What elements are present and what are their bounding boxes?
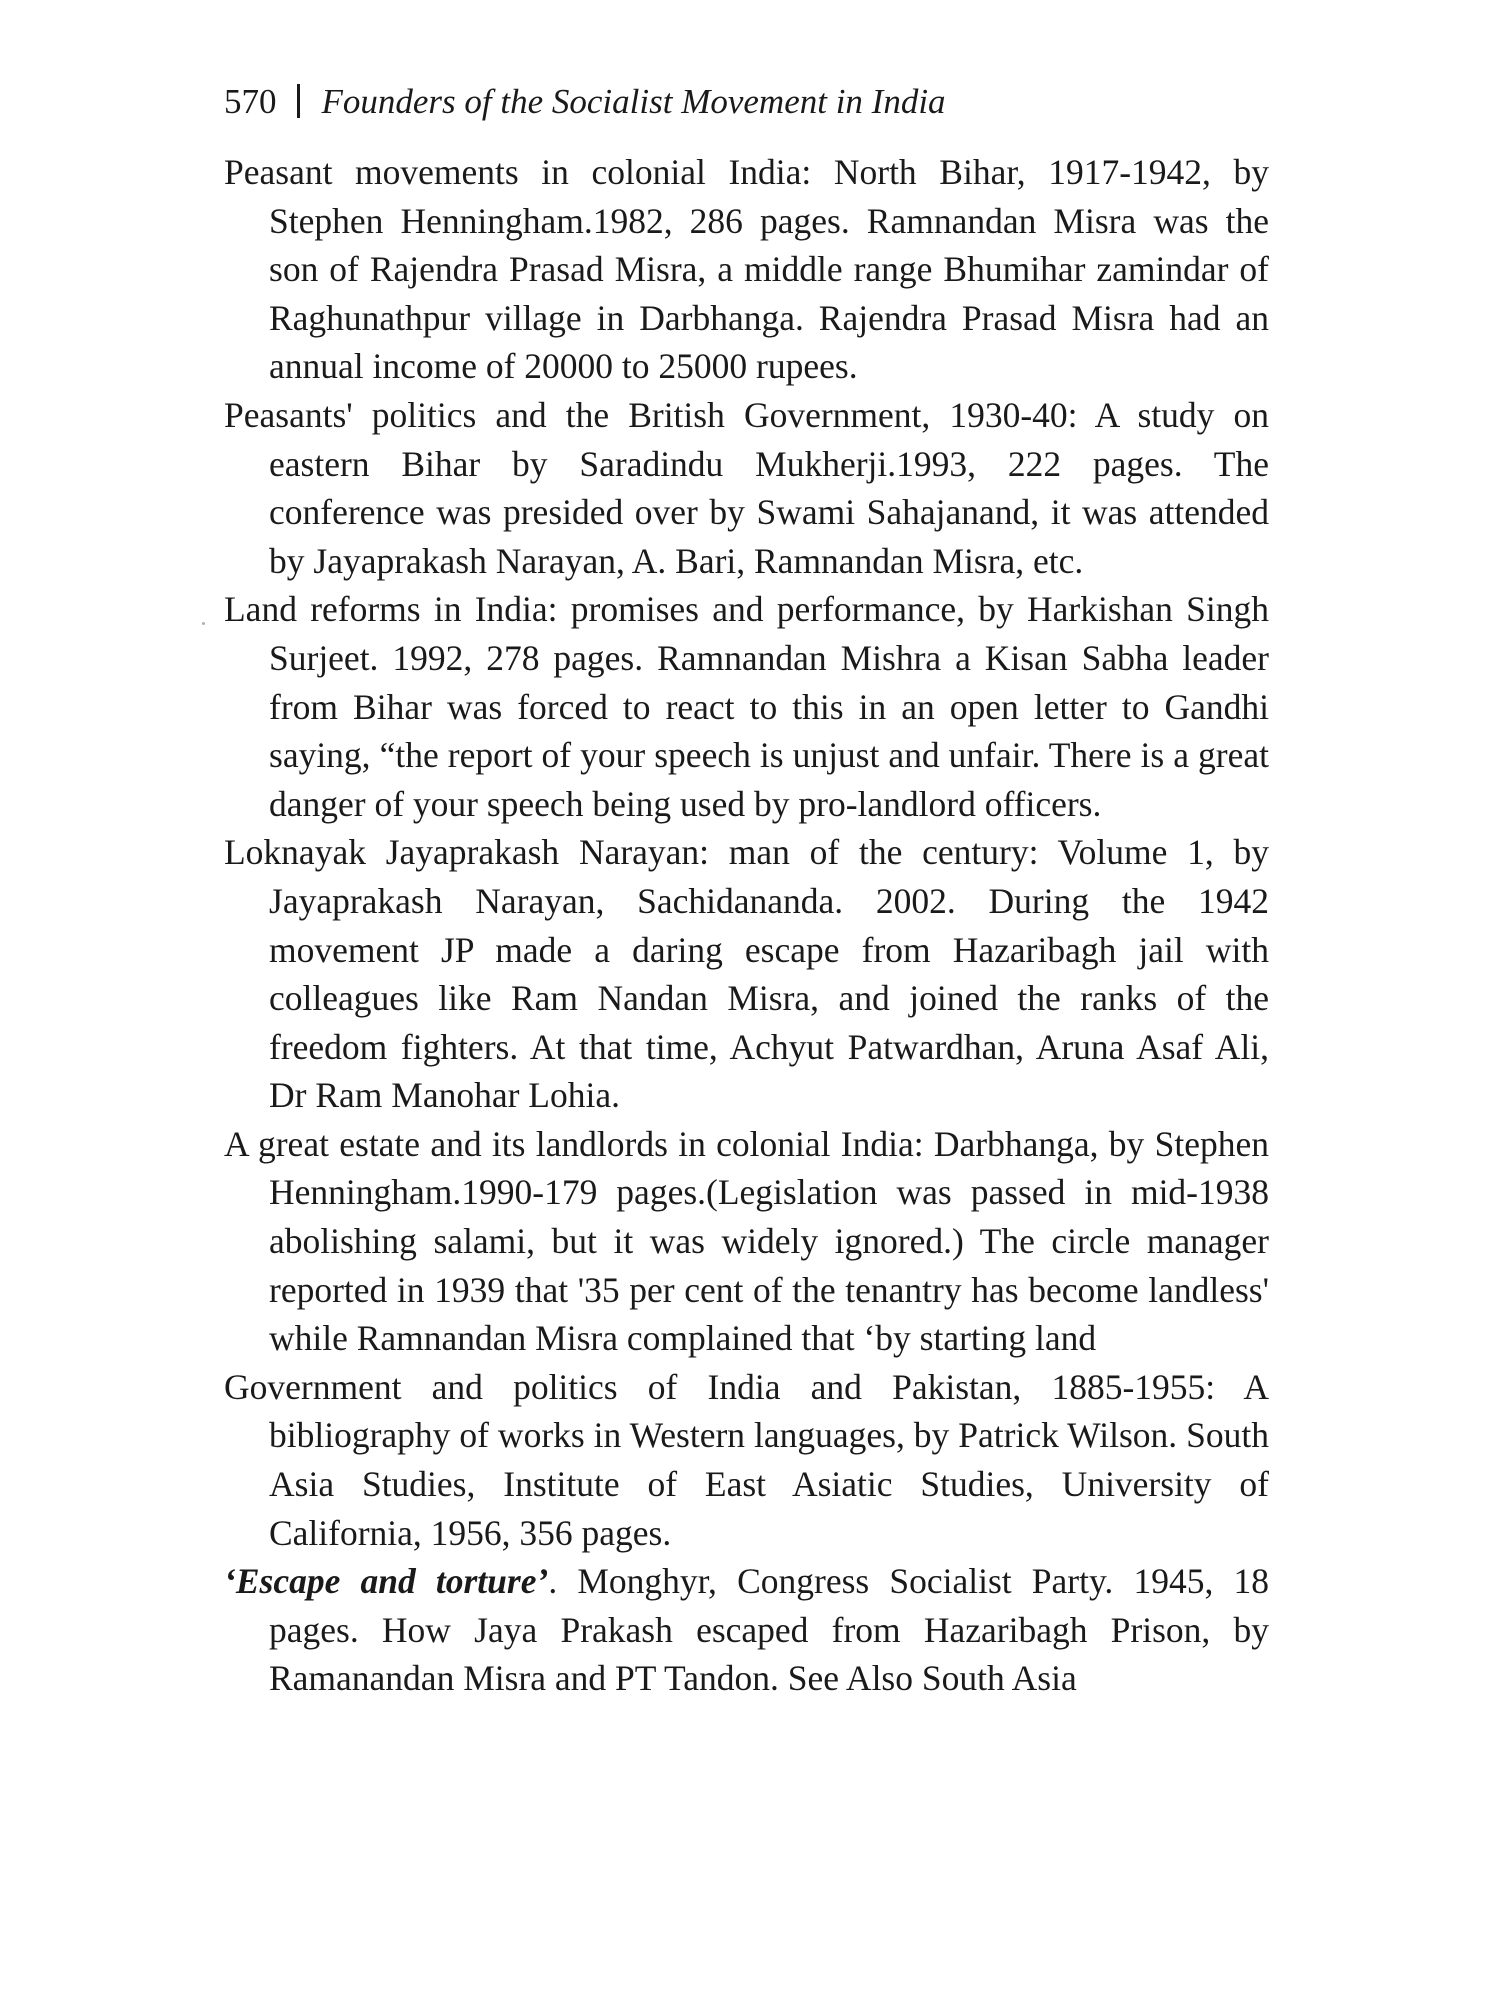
bibliography-entry <box>224 148 1269 391</box>
page-number: 570 <box>224 82 277 121</box>
bibliography-entry <box>224 1363 1269 1557</box>
bibliography-entry <box>224 828 1269 1120</box>
header-separator <box>297 84 300 118</box>
entry-text: Government and politics of India and Pakistan, 1885-1955: A bibliography of works in Western languages, by Patrick Wilson. South Asia Studies, Institute of East Asiatic Studies, University of California, 1956, 356 pages. <box>224 1366 1269 1553</box>
bibliography-list <box>224 148 1269 1703</box>
entry-text: Loknayak Jayaprakash Narayan: man of the century: Volume 1, by Jayaprakash Narayan, Sachidananda. 2002. During the 1942 movement JP made a daring escape from Hazaribagh jail with colleagues like Ram Nandan Misra, and joined the ranks of the freedom fighters. At that time, Achyut Patwardhan, Aruna Asaf Ali, Dr Ram Manohar Lohia. <box>224 832 1269 1116</box>
margin-speck <box>202 622 205 625</box>
bibliography-entry <box>224 1120 1269 1363</box>
bibliography-entry <box>224 391 1269 585</box>
running-head <box>224 78 1269 126</box>
entry-lead-title: ‘Escape and torture’ <box>224 1561 549 1602</box>
entry-text: Land reforms in India: promises and performance, by Harkishan Singh Surjeet. 1992, 278 pages. Ramnandan Mishra a Kisan Sabha leader from Bihar was forced to react to this in an open letter to Gandhi saying, “the report of your speech is unjust and unfair. There is a great danger of your speech being used by pro-landlord officers. <box>224 589 1269 824</box>
bibliography-entry <box>224 1557 1269 1703</box>
entry-text: Peasant movements in colonial India: North Bihar, 1917-1942, by Stephen Henningham.1982, 286 pages. Ramnandan Misra was the son of Rajendra Prasad Misra, a middle range Bhumihar zamindar of Raghunathpur village in Darbhanga. Rajendra Prasad Misra had an annual income of 20000 to 25000 rupees. <box>224 152 1269 387</box>
entry-text: A great estate and its landlords in colonial India: Darbhanga, by Stephen Henningham.1990-179 pages.(Legislation was passed in mid-1938 abolishing salami, but it was widely ignored.) The circle manager reported in 1939 that '35 per cent of the tenantry has become landless' while Ramnandan Misra complained that ‘by starting land <box>224 1123 1269 1359</box>
entry-text: . Monghyr, Congress Socialist Party. 1945, 18 pages. How Jaya Prakash escaped from Hazaribagh Prison, by Ramanandan Misra and PT Tandon. See Also South Asia <box>269 1561 1269 1699</box>
book-page <box>224 78 1269 1703</box>
entry-text: Peasants' politics and the British Government, 1930-40: A study on eastern Bihar by Saradindu Mukherji.1993, 222 pages. The conference was presided over by Swami Sahajanand, it was attended by Jayaprakash Narayan, A. Bari, Ramnandan Misra, etc. <box>224 394 1269 581</box>
bibliography-entry <box>224 585 1269 828</box>
book-title: Founders of the Socialist Movement in India <box>321 82 946 121</box>
